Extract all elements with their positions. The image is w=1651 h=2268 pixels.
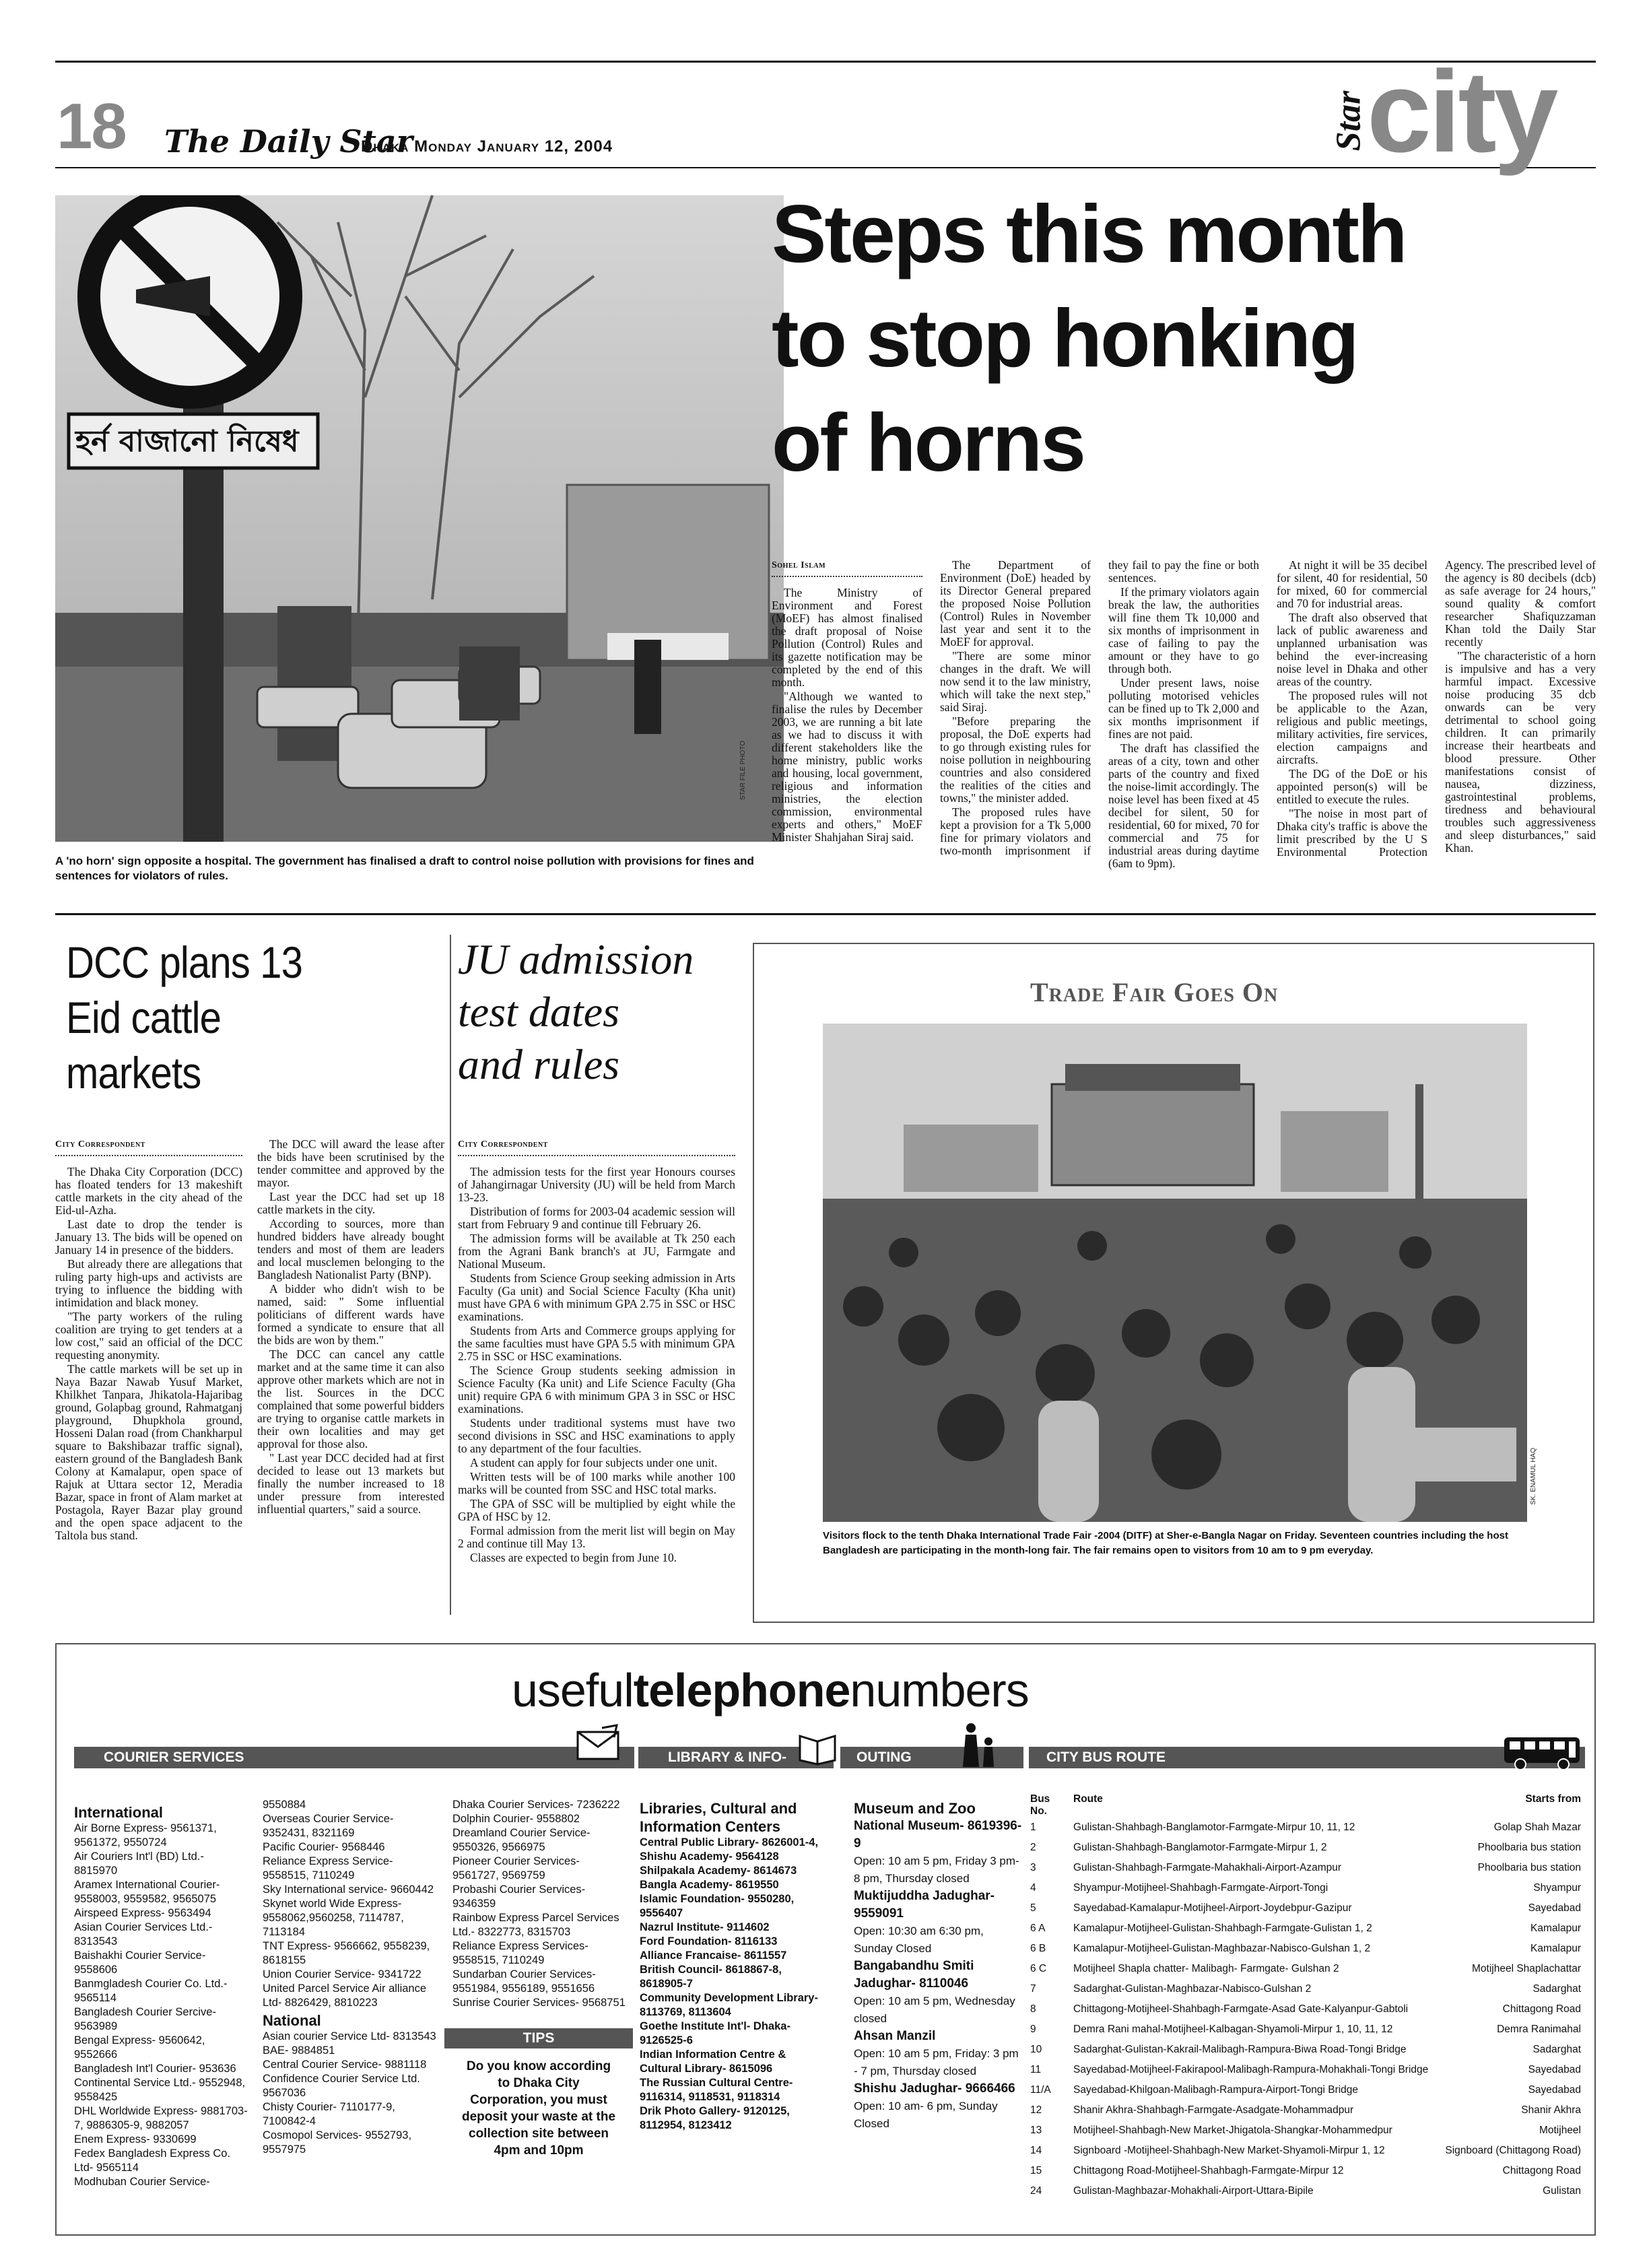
ju-paragraph: A student can apply for four subjects under one unit.	[470, 1456, 718, 1469]
phones-title-bold: telephone	[633, 1664, 850, 1716]
dcc-body	[55, 1138, 444, 1630]
bus-route-row	[1027, 1981, 1584, 2001]
directory-entry: Muktijuddha Jadughar- 9559091	[854, 1889, 995, 1921]
dcc-paragraph: Last date to drop the tender is January 13. The bids will be opened on January 14 in presence of the bidders.	[55, 1218, 242, 1257]
bus-route-row	[1027, 1840, 1584, 1860]
bus-route: Sayedabad-Kamalapur-Motijheel-Airport-Joydebpur-Gazipur	[1073, 1902, 1352, 1914]
bus-number: 13	[1030, 2125, 1042, 2136]
lead-paragraph: The draft has classified the areas of a city, town and other parts of the country and fixed the noise-limit accordingly. The noise level has been fixed at 45 decibel for silent, 50 for residential, 60 for mixed, 70 for commercial and 75 for industrial areas during daytime (6am to 9pm).	[1108, 741, 1259, 870]
directory-entry: Drik Photo Gallery- 9120125, 8112954, 8123412	[640, 2105, 790, 2131]
dcc-paragraph: But already there are allegations that ruling party high-ups and activists are trying to influence the bidding with intimidation and black money.	[55, 1257, 242, 1309]
courier-list	[74, 1802, 249, 2189]
dcc-paragraph: A bidder who didn't wish to be named, said: " Some influential politicians of different wards have formed a syndicate to ensure that all the bids are won by them."	[257, 1282, 444, 1347]
directory-entry: TNT Express- 9566662, 9558239, 8618155	[263, 1940, 430, 1966]
directory-entry: Baishakhi Courier Service- 9558606	[74, 1949, 206, 1976]
lead-paragraph: The Ministry of Environment and Forest (MoEF) has almost finalised the draft proposal of Noise Pollution (Control) Rules and its gazette notification may be completed by the end of this month.	[772, 586, 922, 689]
bus-header: CITY BUS ROUTE	[1029, 1747, 1585, 1768]
section-star: Star	[1329, 90, 1368, 152]
dcc-paragraph: "The party workers of the ruling coalition are trying to get tenders at a low cost," said an official of the DCC requesting anonymity.	[55, 1310, 242, 1362]
street-scene-image	[55, 195, 784, 842]
no-horn-photo	[55, 195, 784, 842]
ju-paragraph: Written tests will be of 100 marks while another 100 marks will be counted from SSC and HSC total marks.	[458, 1470, 735, 1496]
directory-entry: Confidence Courier Service Ltd. 9567036	[263, 2073, 420, 2099]
bus-route: Kamalapur-Motijheel-Gulistan-Maghbazar-Nabisco-Gulshan 1, 2	[1073, 1943, 1371, 1954]
directory-entry: Alliance Francaise- 8611557	[640, 1949, 787, 1962]
bus-route: Shanir Akhra-Shahbagh-Farmgate-Asadgate-Mohammadpur	[1073, 2104, 1354, 2116]
bus-route: Signboard -Motijheel-Shahbagh-New Market-Shyamoli-Mirpur 1, 12	[1073, 2145, 1385, 2156]
dcc-headline-line: DCC plans 13	[66, 937, 302, 987]
directory-entry: Asian courier Service Ltd- 8313543	[263, 2030, 436, 2042]
dcc-paragraph: The DCC will award the lease after the bids have been scrutinised by the tender committee and approved by the mayor.	[257, 1137, 444, 1189]
directory-entry: Rainbow Express Parcel Services Ltd.- 8322773, 8315703	[452, 1912, 619, 1938]
directory-entry: Reliance Express Service- 9558515, 7110249	[263, 1855, 393, 1881]
bus-route-row	[1027, 1880, 1584, 1900]
bus-route-row	[1027, 1921, 1584, 1941]
lead-headline	[772, 182, 1406, 495]
directory-entry: Bangabandhu Smiti Jadughar- 8110046	[854, 1959, 974, 1991]
bus-start: Phoolbaria bus station	[1477, 1842, 1581, 1853]
directory-entry: The Russian Cultural Centre- 9116314, 9118531, 9118314	[640, 2077, 793, 2103]
section-divider	[55, 913, 1596, 915]
directory-entry: Sundarban Courier Services- 9551984, 9556189, 9551656	[452, 1968, 596, 1995]
lead-paragraph: "There are some minor changes in the draft. We will now send it to the law ministry, which will take the next step," said Siraj.	[940, 649, 1091, 714]
directory-entry: Skynet world Wide Express- 9558062,9560258, 7114787, 7113184	[263, 1898, 404, 1938]
outing-header: OUTING	[840, 1747, 1023, 1768]
bus-route: Demra Rani mahal-Motijheel-Kalbagan-Shyamoli-Mirpur 1, 10, 11, 12	[1073, 2024, 1393, 2035]
lead-paragraph: At night it will be 35 decibel for silent, 40 for residential, 50 for mixed, 60 for commercial and 70 for industrial areas.	[1277, 558, 1427, 610]
bus-route: Sadarghat-Gulistan-Kakrail-Malibagh-Rampura-Biwa Road-Tongi Bridge	[1073, 2044, 1407, 2055]
courier-header: COURIER SERVICES	[74, 1747, 634, 1768]
directory-entry: Open: 10:30 am 6:30 pm, Sunday Closed	[854, 1925, 984, 1955]
directory-entry: Islamic Foundation- 9550280, 9556407	[640, 1893, 795, 1919]
paper-name: The Daily Star	[164, 123, 413, 160]
directory-entry: Community Development Library- 8113769, 8113604	[640, 1992, 818, 2018]
directory-entry: Bangla Academy- 8619550	[640, 1879, 779, 1891]
directory-entry: Nazrul Institute- 9114602	[640, 1921, 770, 1933]
book-icon	[797, 1728, 838, 1766]
lead-headline-line: to stop honking	[772, 292, 1357, 384]
lead-paragraph: "Although we wanted to finalise the rules by December 2003, we are running a bit late as we had to discuss it with different stakeholders like the home ministry, public works and housing, local government, religious and information ministries, the election commission, environmental experts and others," MoEF Minister Shahjahan Siraj said.	[772, 690, 922, 844]
tradefair-photo	[823, 1024, 1527, 1522]
bus-start: Sadarghat	[1532, 1983, 1581, 1995]
bus-start: Signboard (Chittagong Road)	[1445, 2145, 1581, 2156]
bus-route: Sayedabad-Khilgoan-Malibagh-Rampura-Airport-Tongi Bridge	[1073, 2084, 1359, 2096]
family-icon	[956, 1721, 1003, 1768]
dcc-headline-line: markets	[66, 1048, 201, 1098]
directory-entry: Ahsan Manzil	[854, 2029, 936, 2043]
tips-text: Do you know according to Dhaka City Corporation, you must deposit your waste at the collection site between 4pm and 10pm	[461, 2059, 616, 2158]
section-name: city	[1367, 47, 1556, 176]
directory-entry: Goethe Institute Int'l- Dhaka- 9126525-6	[640, 2020, 790, 2046]
dcc-headline-line: Eid cattle	[66, 993, 222, 1042]
directory-entry: Continental Service Ltd.- 9552948, 9558425	[74, 2077, 246, 2103]
column-rule	[450, 935, 451, 1615]
bus-route-row	[1027, 2042, 1584, 2062]
bus-start: Motijheel Shaplachattar	[1472, 1963, 1581, 1974]
directory-entry: United Parcel Service Air alliance Ltd- 8826429, 8810223	[263, 1982, 427, 2009]
ju-headline-line: JU admission	[458, 935, 694, 983]
ju-headline	[458, 933, 694, 1091]
bus-number: 7	[1030, 1983, 1036, 1995]
bus-col-header: Bus No.	[1030, 1793, 1050, 1817]
bus-icon	[1502, 1733, 1582, 1771]
phones-title	[512, 1663, 1029, 1717]
lead-paragraph: The Department of Environment (DoE) headed by its Director General prepared the proposed Noise Pollution (Control) Rules in November last year and sent it to the MoEF for approval.	[940, 558, 1091, 648]
tradefair-caption: Visitors flock to the tenth Dhaka International Trade Fair -2004 (DITF) at Sher-e-Bangla Nagar on Friday. Seventeen countries including the host Bangladesh are participating in the month-long fair. The fair remains open to visitors from 10 am to 9 pm everyday.	[823, 1530, 1508, 1556]
lead-headline-line: of horns	[772, 397, 1084, 488]
ju-body	[458, 1138, 735, 1636]
ju-paragraph: Students from Arts and Commerce groups applying for the same faculties must have GPA 5.5 with minimum GPA 2.75 in SSC or HSC examinations.	[458, 1324, 735, 1363]
directory-entry: Dhaka Courier Services- 7236222	[452, 1799, 620, 1811]
directory-entry: Shishu Jadughar- 9666466	[854, 2081, 1015, 2096]
directory-entry: Air Couriers Int'l (BD) Ltd.- 8815970	[74, 1850, 204, 1877]
directory-entry: Fedex Bangladesh Express Co. Ltd- 9565114	[74, 2147, 231, 2174]
bus-number: 11	[1030, 2064, 1042, 2075]
dcc-paragraph: " Last year DCC decided had at first decided to lease out 13 markets but finally the number increased to 18 under pressure from interested influential quarters," said a source.	[257, 1451, 444, 1516]
directory-entry: Central Public Library- 8626001-4,	[640, 1836, 819, 1848]
directory-entry: National Museum- 8619396-9	[854, 1819, 1022, 1850]
ju-paragraph: The admission tests for the first year Honours courses of Jahangirnagar University (JU) will be held from March 13-23.	[458, 1165, 735, 1204]
bus-route-row	[1027, 1941, 1584, 1961]
bus-start: Sayedabad	[1528, 2064, 1581, 2075]
directory-heading: International	[74, 1804, 164, 1821]
bus-route: Gulistan-Maghbazar-Mohakhali-Airport-Uttara-Bipile	[1073, 2185, 1314, 2197]
bus-number: 12	[1030, 2104, 1042, 2116]
bus-route: Gulistan-Shahbagh-Banglamotor-Farmgate-Mirpur 10, 11, 12	[1073, 1822, 1355, 1833]
bus-route-row	[1027, 2183, 1584, 2203]
bus-start: Shyampur	[1533, 1882, 1581, 1894]
directory-entry: Modhuban Courier Service-	[74, 2176, 210, 2188]
lead-headline-line: Steps this month	[772, 188, 1406, 279]
bus-start: Sayedabad	[1528, 2084, 1581, 2096]
courier-list	[452, 1798, 629, 2010]
bus-start: Demra Ranimahal	[1497, 2024, 1581, 2035]
bus-route: Motijheel Shapla chatter- Malibagh- Farmgate- Gulshan 2	[1073, 1963, 1339, 1974]
envelope-icon	[575, 1724, 622, 1764]
directory-entry: Asian Courier Services Ltd.- 8313543	[74, 1921, 213, 1947]
dcc-paragraph: According to sources, more than hundred bidders have already bought tenders and most of them are leaders and local musclemen belonging to the Bangladesh Nationalist Party (BNP).	[257, 1217, 444, 1281]
tips-header: TIPS	[444, 2028, 633, 2048]
bus-start: Sadarghat	[1532, 2044, 1581, 2055]
dcc-paragraph: Last year the DCC had set up 18 cattle markets in the city.	[257, 1190, 444, 1216]
directory-entry: DHL Worldwide Express- 9881703-7, 9886305-9, 9882057	[74, 2105, 248, 2131]
ju-paragraph: The Science Group students seeking admission in Science Faculty (Ka unit) and Life Science Faculty (Gha unit) require GPA 6 with minimum GPA 3 in SSC or HSC examinations.	[458, 1364, 735, 1415]
dateline: Dhaka Monday January 12, 2004	[361, 137, 613, 156]
dcc-paragraph: The DCC can cancel any cattle market and at the same time it can also approve other markets which are not in the list. Sources in the DCC complained that some powerful bidders are trying to organise cattle markets in their own localities and may get approval for those also.	[257, 1347, 444, 1450]
bus-col-header: Starts from	[1525, 1793, 1581, 1805]
dcc-byline: City Correspondent	[55, 1138, 242, 1156]
directory-entry: Aramex International Courier- 9558003, 9559582, 9565075	[74, 1879, 220, 1905]
lead-body	[772, 559, 1596, 896]
crowd-image	[823, 1024, 1527, 1522]
directory-entry: Ford Foundation- 8116133	[640, 1935, 778, 1947]
bus-route: Gulistan-Shahbagh-Banglamotor-Farmgate-Mirpur 1, 2	[1073, 1842, 1327, 1853]
bus-start: Chittagong Road	[1502, 2165, 1581, 2176]
bus-number: 9	[1030, 2024, 1036, 2035]
bus-start: Phoolbaria bus station	[1477, 1862, 1581, 1873]
ju-paragraph: The GPA of SSC will be multiplied by eight while the GPA of HSC by 12.	[458, 1497, 735, 1523]
directory-entry: Overseas Courier Service- 9352431, 8321169	[263, 1813, 394, 1839]
directory-entry: Dreamland Courier Service- 9550326, 9566975	[452, 1827, 591, 1853]
directory-entry: Reliance Express Services- 9558515, 7110249	[452, 1940, 588, 1966]
bus-number: 11/A	[1030, 2084, 1051, 2096]
directory-entry: Banmgladesh Courier Co. Ltd.- 9565114	[74, 1978, 228, 2004]
directory-entry: 9550884	[263, 1799, 306, 1811]
bus-route-row	[1027, 2102, 1584, 2123]
directory-entry: Shishu Academy- 9564128	[640, 1850, 779, 1863]
ju-paragraph: Students from Science Group seeking admission in Arts Faculty (Ga unit) and Social Science Faculty (Kha unit) must have GPA 6 with minimum GPA 2.75 in SSC or HSC examinations.	[458, 1271, 735, 1323]
library-list	[640, 1798, 828, 2133]
dcc-paragraph: The cattle markets will be set up in Naya Bazar Nawab Yusuf Market, Khilkhet Tanpara, Jhikatola-Hajaribag ground, Golapbag ground, Rahmatganj playground, Dhupkhola ground, Hosseni Dalan road (from Chankharpul square to Bakshibazar traffic signal), eastern ground of the Bangladesh Bank Colony at Kamalapur, open space of Rajuk at Uttara sector 12, Meradia Bazar, space in front of Alam market at Postagola, Rayer Bazar play ground and the open space adjacent to the Taltola bus stand.	[55, 1362, 242, 1542]
directory-entry: Union Courier Service- 9341722	[263, 1968, 422, 1980]
ju-paragraph: Students under traditional systems must have two second divisions in SSC and HSC examinations to apply to any department of the four faculties.	[458, 1416, 735, 1455]
ju-headline-line: test dates	[458, 988, 619, 1036]
lead-photo-credit: STAR FILE PHOTO	[739, 741, 747, 800]
directory-entry: Pioneer Courier Services- 9561727, 9569759	[452, 1855, 580, 1881]
bus-number: 6 C	[1030, 1963, 1047, 1974]
bus-number: 6 B	[1030, 1943, 1046, 1954]
bus-start: Sayedabad	[1528, 1902, 1581, 1914]
bus-route-row	[1027, 2123, 1584, 2143]
lead-paragraph: If the primary violators again break the law, the authorities will fine them Tk 10,000 and six months of imprisonment in case of failing to pay the amount or they have to go through both.	[1108, 585, 1259, 675]
bus-number: 4	[1030, 1882, 1036, 1894]
bus-number: 15	[1030, 2165, 1042, 2176]
bus-route-row	[1027, 2001, 1584, 2022]
bus-route-row	[1027, 1961, 1584, 1981]
bus-route-row	[1027, 2062, 1584, 2082]
bus-number: 14	[1030, 2145, 1042, 2156]
directory-entry: Probashi Courier Services- 9346359	[452, 1883, 586, 1910]
bus-route: Motijheel-Shahbagh-New Market-Jhigatola-Shangkar-Mohammedpur	[1073, 2125, 1392, 2136]
directory-heading: Libraries, Cultural and Information Centers	[640, 1800, 797, 1835]
dcc-headline	[66, 935, 302, 1100]
bus-number: 5	[1030, 1902, 1036, 1914]
lead-paragraph: "The characteristic of a horn is impulsive and has a very harmful impact. Excessive noise producing 35 dcb onwards can be very detrimental to school going children. It can primarily increase their heartbeats and blood pressure. Other manifestations consist of nausea, dizziness, gastrointestinal problems, tiredness and behavioural troubles such aggressiveness and sleep disturbances," said Khan.	[1445, 649, 1596, 855]
lead-paragraph: The draft also observed that lack of public awareness and unplanned urbanisation was behind the ever-increasing noise level in Dhaka and other areas of the country.	[1277, 611, 1427, 688]
bus-number: 1	[1030, 1822, 1036, 1833]
ju-paragraph: Classes are expected to begin from June 10.	[470, 1551, 677, 1564]
bus-route-row	[1027, 1860, 1584, 1880]
bus-route: Sadarghat-Gulistan-Maghbazar-Nabisco-Gulshan 2	[1073, 1983, 1312, 1995]
directory-entry: Airspeed Express- 9563494	[74, 1907, 211, 1919]
bus-start: Gulistan	[1543, 2185, 1581, 2197]
top-rule	[55, 61, 1596, 63]
bus-route: Chittagong Road-Motijheel-Shahbagh-Farmgate-Mirpur 12	[1073, 2165, 1344, 2176]
bus-route-row	[1027, 1820, 1584, 1840]
directory-entry: Central Courier Service- 9881118	[263, 2059, 427, 2071]
bus-route-row	[1027, 2163, 1584, 2183]
outing-list	[854, 1798, 1022, 2133]
bus-start: Motijheel	[1539, 2125, 1581, 2136]
page-number: 18	[57, 90, 126, 162]
bus-start: Golap Shah Mazar	[1493, 1822, 1581, 1833]
tradefair-photo-credit: SK. ENAMUL HAQ	[1530, 1448, 1537, 1505]
directory-entry: Sky International service- 9660442	[263, 1883, 434, 1896]
bus-route-row	[1027, 2082, 1584, 2102]
directory-entry: Dolphin Courier- 9558802	[452, 1813, 580, 1825]
directory-entry: Open: 10 am- 6 pm, Sunday Closed	[854, 2100, 998, 2130]
ju-paragraph: Formal admission from the merit list will begin on May 2 and continue till May 13.	[458, 1524, 735, 1550]
directory-entry: Chisty Courier- 7110177-9, 7100842-4	[263, 2101, 395, 2127]
bus-start: Kamalapur	[1530, 1943, 1581, 1954]
bus-route-table	[1027, 1791, 1584, 2203]
ju-byline: City Correspondent	[458, 1138, 735, 1156]
bus-route: Shyampur-Motijheel-Shahbagh-Farmgate-Airport-Tongi	[1073, 1882, 1328, 1894]
bus-start: Shanir Akhra	[1521, 2104, 1581, 2116]
bus-route: Gulistan-Shahbagh-Farmgate-Mahakhali-Airport-Azampur	[1073, 1862, 1342, 1873]
lead-paragraph: Under present laws, noise polluting motorised vehicles can be fined up to Tk 2,000 and six months imprisonment if fines are not paid.	[1108, 676, 1259, 741]
bus-route-row	[1027, 1900, 1584, 1921]
courier-list	[263, 1798, 438, 2157]
directory-entry: Bangladesh Int'l Courier- 953636	[74, 2063, 236, 2075]
lead-paragraph: "The noise in most part of Dhaka city's traffic is above the limit prescribed by the U S Environmental Protection Agency. The prescribed level of the agency is 80 decibels (dcb) as safe average for 24 hours," sound quality & comfort researcher Shafiquzzaman Khan told the Daily Star recently	[1277, 558, 1596, 859]
bus-start: Chittagong Road	[1502, 2003, 1581, 2015]
bus-col-header: Route	[1073, 1793, 1103, 1805]
bus-number: 2	[1030, 1842, 1036, 1853]
bus-route-row	[1027, 2022, 1584, 2042]
directory-entry: Cosmopol Services- 9552793, 9557975	[263, 2129, 412, 2156]
lead-paragraph: The proposed rules have kept a provision for a Tk 5,000 fine for primary violators and two-month imprisonment if they fail to pay the fine or both sentences.	[940, 558, 1259, 857]
masthead-rule	[55, 167, 1596, 168]
phones-title-light: useful	[512, 1664, 634, 1716]
bus-number: 6 A	[1030, 1923, 1046, 1934]
dcc-paragraph: The Dhaka City Corporation (DCC) has floated tenders for 13 makeshift cattle markets in the city ahead of the Eid-ul-Azha.	[55, 1165, 242, 1217]
directory-entry: Bengal Express- 9560642, 9552666	[74, 2034, 205, 2061]
directory-entry: Open: 10 am 5 pm, Wednesday closed	[854, 1995, 1015, 2025]
bus-route: Kamalapur-Motijheel-Gulistan-Shahbagh-Farmgate-Gulistan 1, 2	[1073, 1923, 1372, 1934]
directory-entry: Air Borne Express- 9561371, 9561372, 9550724	[74, 1822, 217, 1848]
directory-entry: Open: 10 am 5 pm, Friday 3 pm- 8 pm, Thursday closed	[854, 1855, 1019, 1885]
tradefair-title: Trade Fair Goes On	[1030, 977, 1279, 1007]
bus-number: 24	[1030, 2185, 1042, 2197]
lead-paragraph: "Before preparing the proposal, the DoE experts had to go through existing rules for noise pollution in neighbouring countries and also considered the realities of the cities and towns," the minister added.	[940, 714, 1091, 805]
bus-number: 10	[1030, 2044, 1042, 2055]
directory-entry: Pacific Courier- 9568446	[263, 1841, 385, 1853]
lead-caption: A 'no horn' sign opposite a hospital. The government has finalised a draft to control noise pollution with provisions for fines and sentences for violators of rules.	[55, 855, 754, 882]
bus-route: Chittagong-Motijheel-Shahbagh-Farmgate-Asad Gate-Kalyanpur-Gabtoli	[1073, 2003, 1409, 2015]
directory-entry: Shilpakala Academy- 8614673	[640, 1865, 797, 1877]
directory-entry: Indian Information Centre & Cultural Library- 8615096	[640, 2048, 786, 2075]
ju-paragraph: The admission forms will be available at Tk 250 each from the Agrani Bank branch's at JU, Farmgate and National Museum.	[458, 1232, 735, 1271]
bus-route: Sayedabad-Motijheel-Fakirapool-Malibagh-Rampura-Mohakhali-Tongi Bridge	[1073, 2064, 1429, 2075]
directory-entry: Sunrise Courier Services- 9568751	[452, 1997, 626, 2009]
sign-text: হর্ন বাজানো নিষেধ	[75, 424, 299, 459]
directory-entry: Enem Express- 9330699	[74, 2133, 197, 2145]
directory-entry: Open: 10 am 5 pm, Friday: 3 pm - 7 pm, Thursday closed	[854, 2047, 1019, 2077]
directory-heading: National	[263, 2012, 321, 2029]
bus-start: Kamalapur	[1530, 1923, 1581, 1934]
directory-heading: Museum and Zoo	[854, 1800, 976, 1817]
phones-title-light: numbers	[850, 1664, 1029, 1716]
lead-paragraph: The DG of the DoE or his appointed person(s) will be entitled to execute the rules.	[1277, 767, 1427, 806]
directory-entry: Bangladesh Courier Sercive- 9563989	[74, 2006, 216, 2032]
ju-paragraph: Distribution of forms for 2003-04 academic session will start from February 9 and continue till February 26.	[458, 1205, 735, 1231]
lead-paragraph: The proposed rules will not be applicable to the Azan, religious and public meetings, military activities, fire services, election campaigns and aircrafts.	[1277, 689, 1427, 766]
bus-number: 8	[1030, 2003, 1036, 2015]
library-header: LIBRARY & INFO-	[638, 1747, 834, 1768]
ju-headline-line: and rules	[458, 1040, 619, 1088]
bus-route-row	[1027, 2143, 1584, 2163]
directory-entry: BAE- 9884851	[263, 2044, 335, 2057]
bus-number: 3	[1030, 1862, 1036, 1873]
lead-byline: Sohel Islam	[772, 559, 922, 577]
directory-entry: British Council- 8618867-8, 8618905-7	[640, 1964, 782, 1990]
